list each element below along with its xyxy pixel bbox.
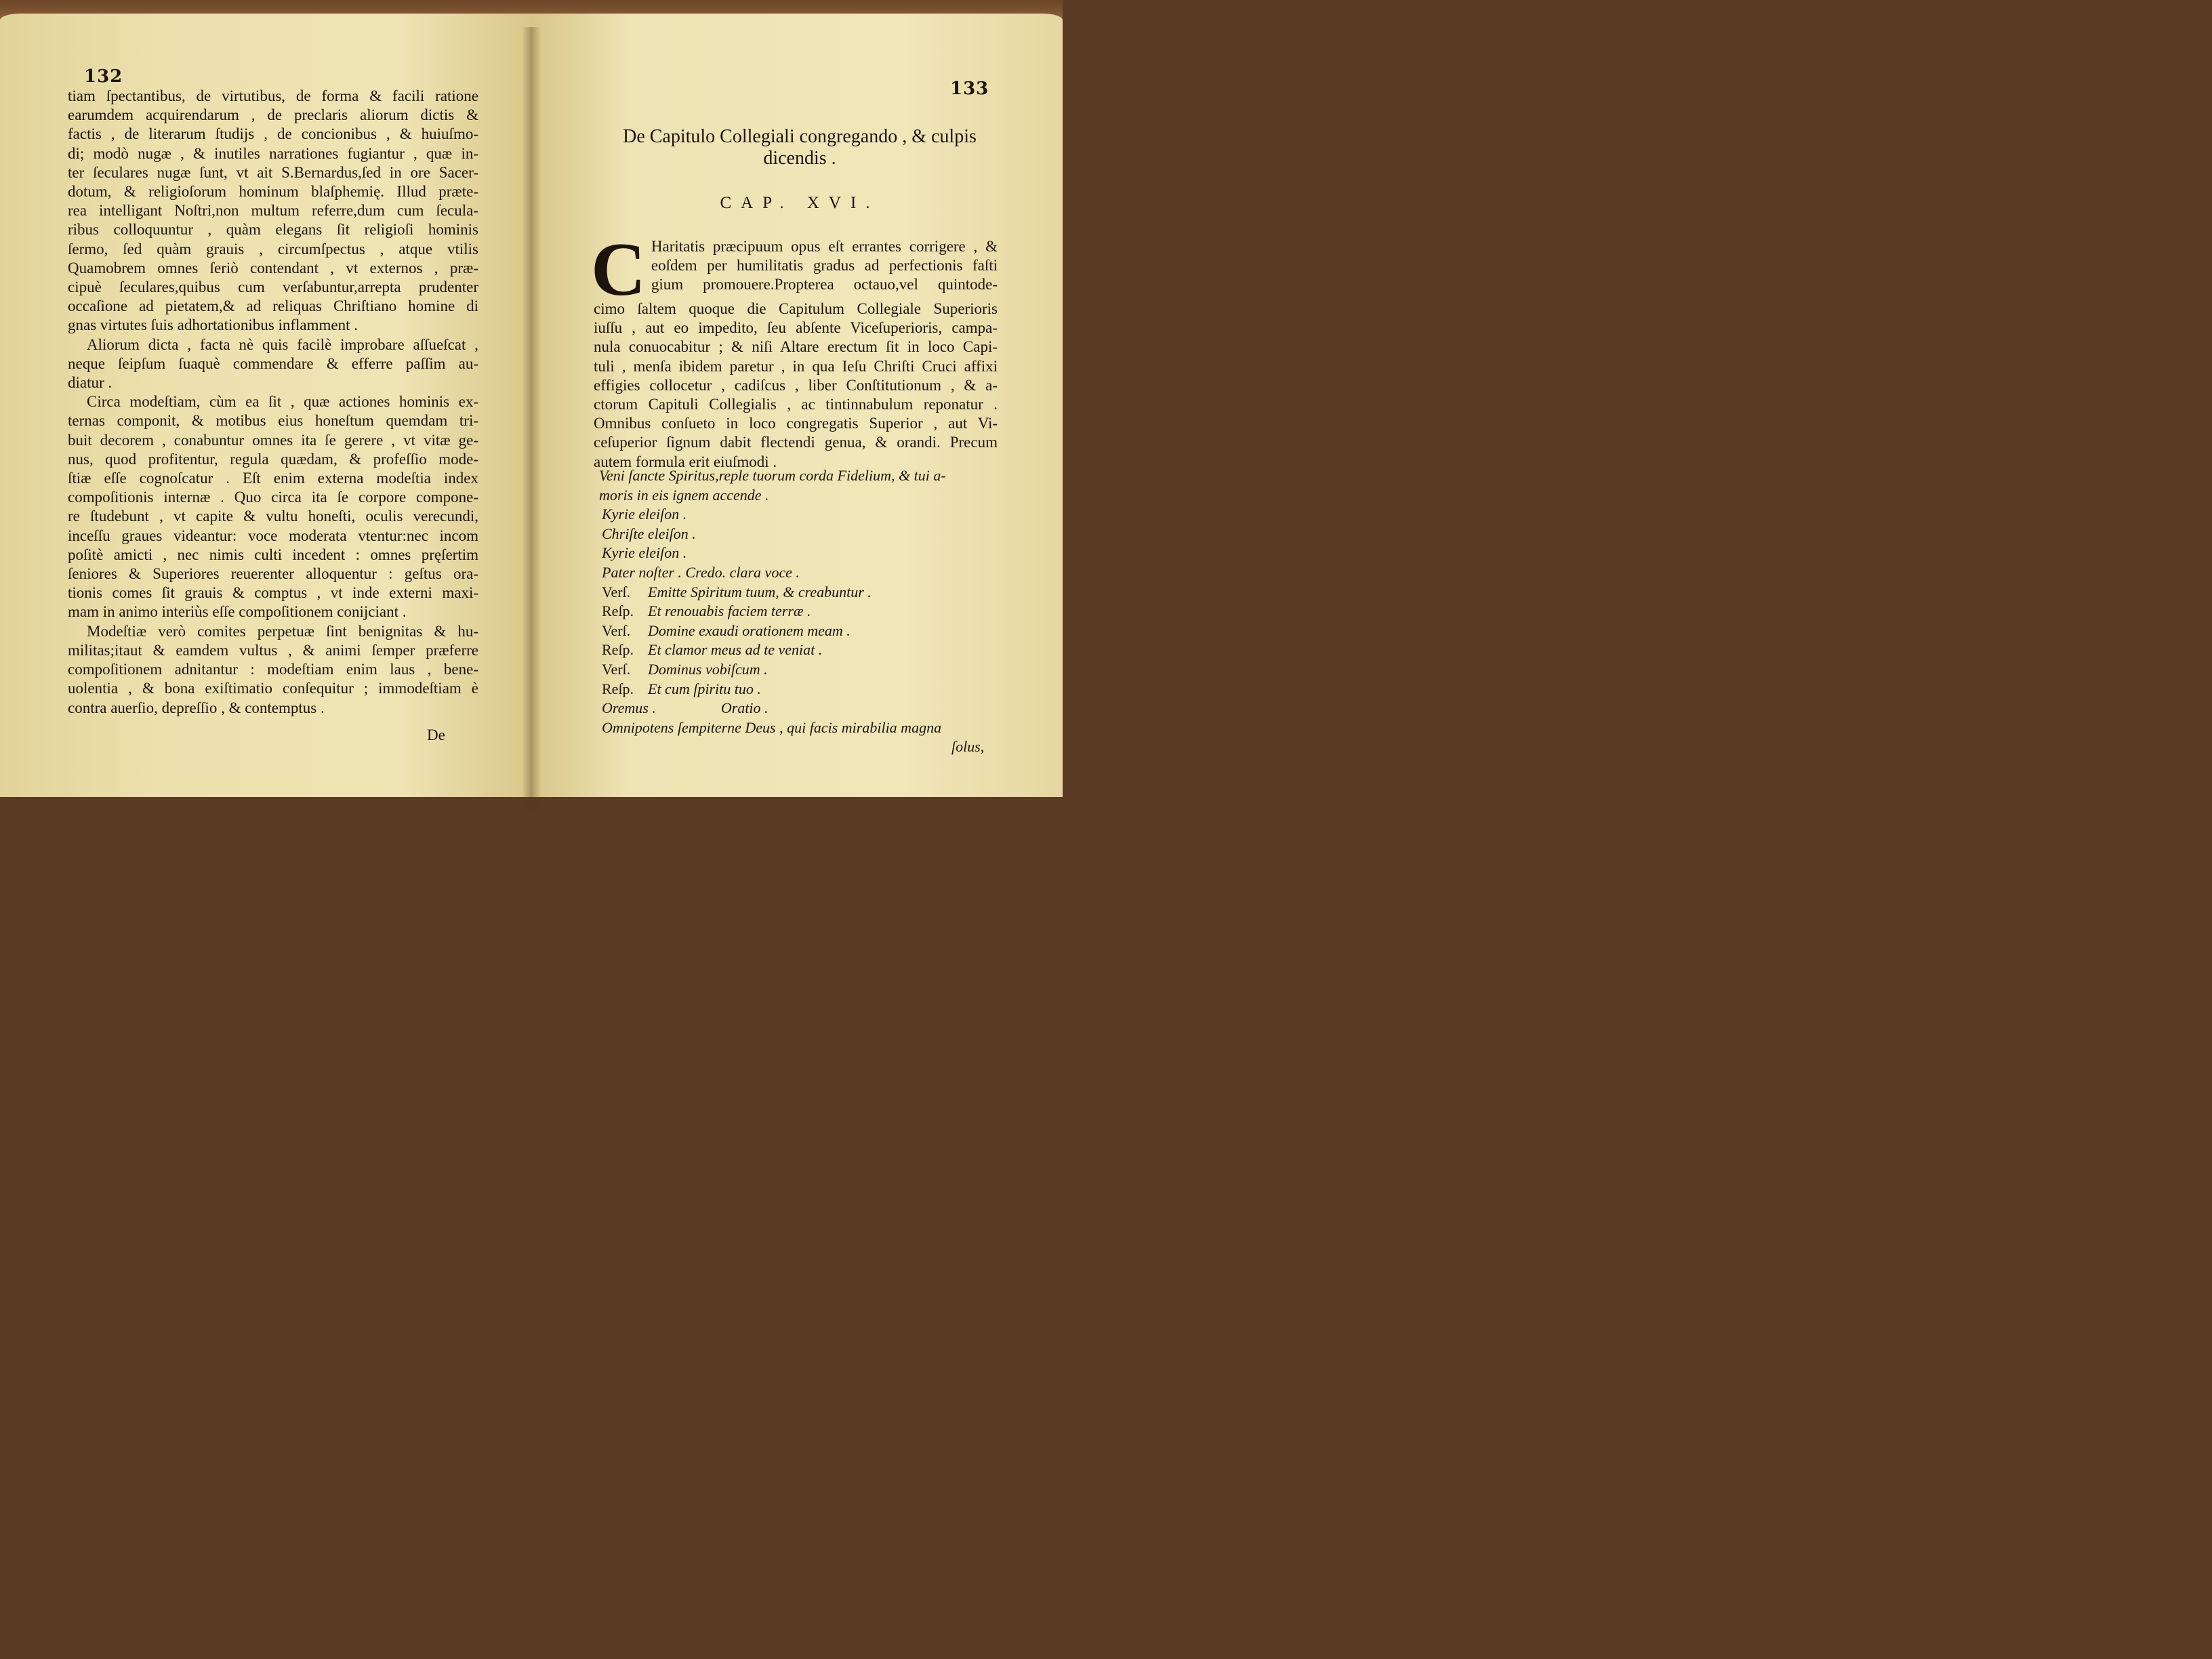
text-line: Haritatis præcipuum opus eſt errantes corrigere , & bbox=[651, 238, 998, 255]
catchword: De bbox=[427, 726, 445, 743]
chapter-number: CAP. XVI. bbox=[720, 194, 880, 212]
versicle-line bbox=[599, 621, 1006, 641]
prayer-line: Chriſte eleiſon . bbox=[602, 525, 696, 542]
text-line: autem formula erit eiuſmodi . bbox=[594, 453, 777, 470]
text-line: eoſdem per humilitatis gradus ad perfectionis faſti bbox=[651, 257, 998, 274]
text-line: neque ſeipſum ſuaquè commendare & efferre paſſim au- bbox=[68, 354, 478, 372]
text-line: ſeniores & Superiores reuerenter alloquentur : geſtus ora- bbox=[68, 565, 478, 583]
versicle-marker: Verſ. bbox=[602, 621, 631, 639]
chapter-title bbox=[590, 126, 1010, 169]
text-line: ctorum Capituli Collegialis , ac tintinnabulum reponatur . bbox=[594, 396, 998, 413]
versicle-text: Emitte Spiritum tuum, & creabuntur . bbox=[648, 583, 872, 600]
text-line: iuſſu , aut eo impedito, ſeu abſente Viceſuperioris, campa- bbox=[594, 319, 998, 337]
text-line: occaſione ad pietatem,& ad reliquas Chriſtiano homine di bbox=[68, 298, 478, 315]
text-line: rea intelligant Noſtri,non multum referre,dum cum ſecula- bbox=[68, 202, 478, 220]
text-line: effigies collocetur , cadiſcus , liber Conſtitutionum , & a- bbox=[594, 376, 998, 394]
versicle-marker: Verſ. bbox=[602, 660, 631, 678]
text-line: ribus colloquuntur , quàm elegans ſit religioſi hominis bbox=[68, 221, 478, 239]
text-line: gium promouere.Propterea octauo,vel quintode- bbox=[651, 276, 998, 293]
text-line: ternas componit, & motibus eius honeſtum quemdam tri- bbox=[68, 412, 478, 430]
right-page bbox=[531, 14, 1063, 797]
right-page-number: 133 bbox=[950, 79, 989, 99]
prayer-line: Veni ſancte Spiritus,reple tuorum corda Fidelium, & tui a- bbox=[599, 467, 946, 484]
text-line: Aliorum dicta , facta nè quis facilè improbare aſſueſcat , bbox=[87, 335, 478, 353]
text-line: tiam ſpectantibus, de virtutibus, de forma & facili ratione bbox=[68, 87, 478, 104]
text-line: Omnibus conſueto in loco congregatis Superior , aut Vi- bbox=[594, 415, 998, 432]
text-line: earumdem acquirendarum , de preclaris aliorum dictis & bbox=[68, 106, 478, 124]
text-line: militas;itaut & eamdem vultus , & animi ſemper præferre bbox=[68, 641, 478, 659]
text-line: buit decorem , conabuntur omnes ita ſe gerere , vt vitæ ge- bbox=[68, 431, 478, 449]
versicle-line bbox=[599, 583, 1006, 602]
response-text: Et renouabis faciem terræ . bbox=[648, 602, 811, 620]
text-line: tuli , menſa ibidem paretur , in qua Ieſu Chriſti Cruci affixi bbox=[594, 357, 998, 375]
text-line: ſermo, ſed quàm grauis , circumſpectus , atque vtilis bbox=[68, 240, 478, 258]
versicle-text: Dominus vobiſcum . bbox=[648, 660, 768, 678]
open-book bbox=[0, 14, 1063, 797]
text-line: ſtiæ eſſe cognoſcatur . Eſt enim externa modeſtia index bbox=[68, 470, 478, 487]
text-line: compoſitionem adnitantur : modeſtiam enim laus , bene- bbox=[68, 661, 478, 678]
right-page-text bbox=[591, 228, 998, 472]
response-text: Et clamor meus ad te veniat . bbox=[648, 641, 823, 659]
text-line: compoſitionis internæ . Quo circa ita ſe corpore compone- bbox=[68, 489, 478, 506]
prayer-line: Omnipotens ſempiterne Deus , qui facis mirabilia magna bbox=[602, 718, 942, 736]
left-page-text bbox=[68, 87, 478, 718]
drop-cap: C bbox=[591, 228, 646, 312]
text-line: mam in animo interiùs eſſe compoſitionem conijciant . bbox=[68, 603, 407, 621]
prayer-formula bbox=[599, 466, 1006, 757]
text-line: factis , de literarum ſtudijs , de concionibus , & huiuſmo- bbox=[68, 125, 478, 143]
prayer-line: ſolus, bbox=[951, 738, 985, 756]
text-line: diatur . bbox=[68, 374, 112, 392]
oremus-text: Oremus . bbox=[602, 699, 656, 717]
text-line: Circa modeſtiam, cùm ea ſit , quæ actiones hominis ex- bbox=[87, 393, 478, 411]
text-line: Quamobrem omnes ſeriò contendant , vt externos , præ- bbox=[68, 259, 478, 276]
text-line: re ſtudebunt , vt capite & vultu honeſti, oculis verecundi, bbox=[68, 508, 478, 525]
versicle-text: Domine exaudi orationem meam . bbox=[648, 621, 851, 639]
left-page bbox=[0, 14, 531, 797]
prayer-line: moris in eis ignem accende . bbox=[599, 486, 769, 504]
oremus-line bbox=[599, 699, 1006, 718]
text-line: dotum, & religioſorum hominum blaſphemię. Illud præte- bbox=[68, 183, 478, 201]
response-line bbox=[599, 680, 1006, 699]
response-marker: Reſp. bbox=[602, 680, 634, 697]
response-line bbox=[599, 602, 1006, 621]
versicle-line bbox=[599, 660, 1006, 680]
prayer-line: Pater noſter . Credo. clara voce . bbox=[602, 563, 800, 581]
chapter-title-line: dicendis . bbox=[763, 148, 836, 169]
text-line: di; modò nugæ , & inutiles narrationes fugiantur , quæ in- bbox=[68, 144, 478, 162]
left-page-number: 132 bbox=[84, 66, 123, 87]
text-line: nula conuocabitur ; & niſi Altare erectum ſit in loco Capi- bbox=[594, 338, 998, 356]
response-marker: Reſp. bbox=[602, 602, 634, 620]
text-line: inceſſu graues videantur: voce moderata vtentur:nec incom bbox=[68, 527, 478, 544]
text-line: cipuè ſeculares,quibus cum verſabuntur,arrepta prudenter bbox=[68, 279, 478, 296]
text-line: poſitè amicti , nec nimis culti incedent : omnes pręſertim bbox=[68, 546, 478, 563]
versicle-marker: Verſ. bbox=[602, 583, 631, 600]
prayer-line: Kyrie eleiſon . bbox=[602, 544, 687, 562]
text-line: cimo ſaltem quoque die Capitulum Collegiale Superioris bbox=[594, 300, 998, 317]
text-line: tionis comes ſit grauis & comptus , vt inde externi maxi- bbox=[68, 584, 478, 602]
text-line: gnas virtutes ſuis adhortationibus inflamment . bbox=[68, 316, 358, 334]
book-gutter bbox=[522, 27, 541, 811]
oratio-text: Oratio . bbox=[720, 699, 769, 717]
response-line bbox=[599, 640, 1006, 660]
text-line: ter ſeculares nugæ ſunt, vt ait S.Bernardus,ſed in ore Sacer- bbox=[68, 163, 478, 181]
text-line: nus, quod profitentur, regula quædam, & profeſſio mode- bbox=[68, 450, 478, 468]
prayer-line: Kyrie eleiſon . bbox=[602, 506, 687, 523]
response-marker: Reſp. bbox=[602, 641, 634, 659]
text-line: uolentia , & bona exiſtimatio conſequitur ; immodeſtiam è bbox=[68, 680, 478, 697]
response-text: Et cum ſpiritu tuo . bbox=[648, 680, 761, 697]
text-line: contra auerſio, depreſſio , & contemptus . bbox=[68, 699, 325, 716]
chapter-title-line: De Capitulo Collegiali congregando , & culpis bbox=[623, 126, 977, 147]
text-line: ceſuperior ſignum dabit flectendi genua, & orandi. Precum bbox=[594, 434, 998, 451]
text-line: Modeſtiæ verò comites perpetuæ ſint benignitas & hu- bbox=[87, 622, 478, 640]
